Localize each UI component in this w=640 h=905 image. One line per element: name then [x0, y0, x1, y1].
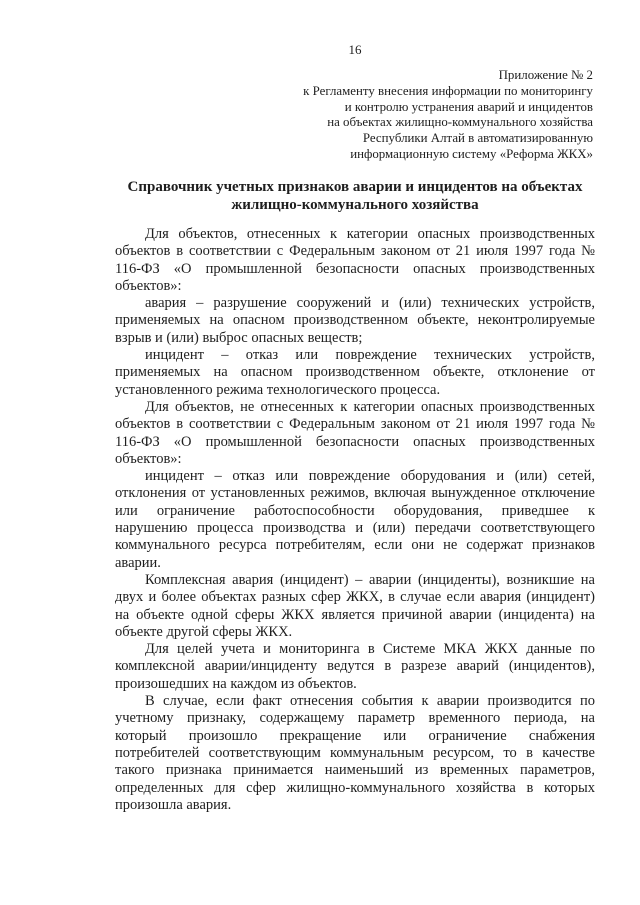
- page-number: 16: [348, 42, 362, 57]
- paragraph-line: аварии.: [115, 554, 161, 571]
- paragraph-line: произошла авария.: [115, 796, 232, 813]
- paragraph-line: В случае, если факт отнесения события к аварии производится по: [145, 693, 595, 710]
- paragraph-line: или ограничение работоспособности оборудования, приведшее к: [115, 502, 595, 519]
- paragraph-incident-definition: [115, 347, 595, 399]
- paragraph-line: 116-ФЗ «О промышленной безопасности опасных производственных: [115, 433, 595, 450]
- document-title: [115, 178, 595, 214]
- appendix-line: информационную систему «Реформа ЖКХ»: [350, 146, 593, 161]
- paragraph-non-hazardous-objects-intro: [115, 399, 595, 468]
- paragraph-time-parameter-rule: [115, 693, 595, 814]
- paragraph-line: двух и более объектах разных сфер ЖКХ, в случае если авария (инцидент): [115, 589, 595, 606]
- appendix-line: Республики Алтай в автоматизированную: [362, 131, 593, 146]
- paragraph-line: Для объектов, отнесенных к категории опасных производственных: [145, 226, 595, 242]
- appendix-line: на объектах жилищно-коммунального хозяйства: [327, 115, 593, 130]
- paragraph-line: комплексной аварии/инциденту ведутся в разрезе аварий (инцидентов),: [115, 658, 595, 675]
- paragraph-line: который произошло прекращение или ограничение снабжения: [115, 727, 595, 744]
- paragraph-line: Комплексная авария (инцидент) – аварии (инциденты), возникшие на: [145, 571, 595, 588]
- paragraph-line: произошедших на каждом из объектов.: [115, 675, 357, 692]
- paragraph-line: объектов в соответствии с Федеральным законом от 21 июля 1997 года №: [115, 416, 595, 433]
- paragraph-line: коммунального ресурса потребителям, если они не содержат признаков: [115, 537, 595, 554]
- paragraph-line: такого признака принимается наименьший из временных параметров,: [115, 762, 595, 779]
- appendix-line: к Регламенту внесения информации по мониторингу: [303, 83, 593, 98]
- paragraph-line: применяемых на опасном производственном объекте, неконтролируемые: [115, 312, 595, 329]
- paragraph-line: определенных для сфер жилищно-коммунального хозяйства в которых: [115, 779, 595, 796]
- paragraph-line: инцидент – отказ или повреждение технических устройств,: [145, 347, 595, 364]
- title-line: Справочник учетных признаков аварии и инцидентов на объектах: [127, 179, 583, 195]
- paragraph-accident-definition: [115, 295, 595, 347]
- document-body: [115, 226, 595, 814]
- paragraph-line: потребителей соответствующим коммунальным ресурсом, то в качестве: [115, 744, 595, 761]
- paragraph-complex-accident: [115, 572, 595, 641]
- title-line: жилищно-коммунального хозяйства: [231, 197, 479, 213]
- paragraph-line: установленного режима технологического процесса.: [115, 381, 441, 398]
- paragraph-line: объектов в соответствии с Федеральным законом от 21 июля 1997 года №: [115, 243, 595, 260]
- paragraph-line: объекте другой сферы ЖКХ.: [115, 623, 293, 640]
- paragraph-line: авария – разрушение сооружений и (или) технических устройств,: [145, 295, 595, 312]
- paragraph-line: на объекте одной сферы ЖКХ является причиной аварии (инцидента) на: [115, 606, 595, 623]
- paragraph-line: учетному признаку, содержащему параметр временного периода, на: [115, 710, 595, 727]
- paragraph-line: объектов»:: [115, 277, 182, 294]
- paragraph-line: отклонения от установленных режимов, включая вынужденное отключение: [115, 485, 595, 502]
- paragraph-line: Для объектов, не отнесенных к категории опасных производственных: [145, 398, 595, 415]
- paragraph-monitoring-note: [115, 641, 595, 693]
- paragraph-hazardous-objects-intro: [115, 226, 595, 295]
- paragraph-line: инцидент – отказ или повреждение оборудования и (или) сетей,: [145, 468, 595, 485]
- appendix-label: Приложение № 2: [498, 68, 593, 82]
- paragraph-line: Для целей учета и мониторинга в Системе МКА ЖКХ данные по: [145, 641, 595, 658]
- paragraph-line: 116-ФЗ «О промышленной безопасности опасных производственных: [115, 260, 595, 277]
- paragraph-incident-definition-non-hazardous: [115, 468, 595, 572]
- paragraph-line: взрыв и (или) выброс опасных веществ;: [115, 329, 363, 346]
- paragraph-line: нарушению процесса производства и (или) передачи соответствующего: [115, 520, 595, 537]
- appendix-header: [115, 68, 593, 163]
- paragraph-line: применяемых на опасном производственном объекте, отклонение от: [115, 364, 595, 381]
- paragraph-line: объектов»:: [115, 450, 182, 467]
- appendix-line: и контролю устранения аварий и инцидентов: [344, 99, 593, 114]
